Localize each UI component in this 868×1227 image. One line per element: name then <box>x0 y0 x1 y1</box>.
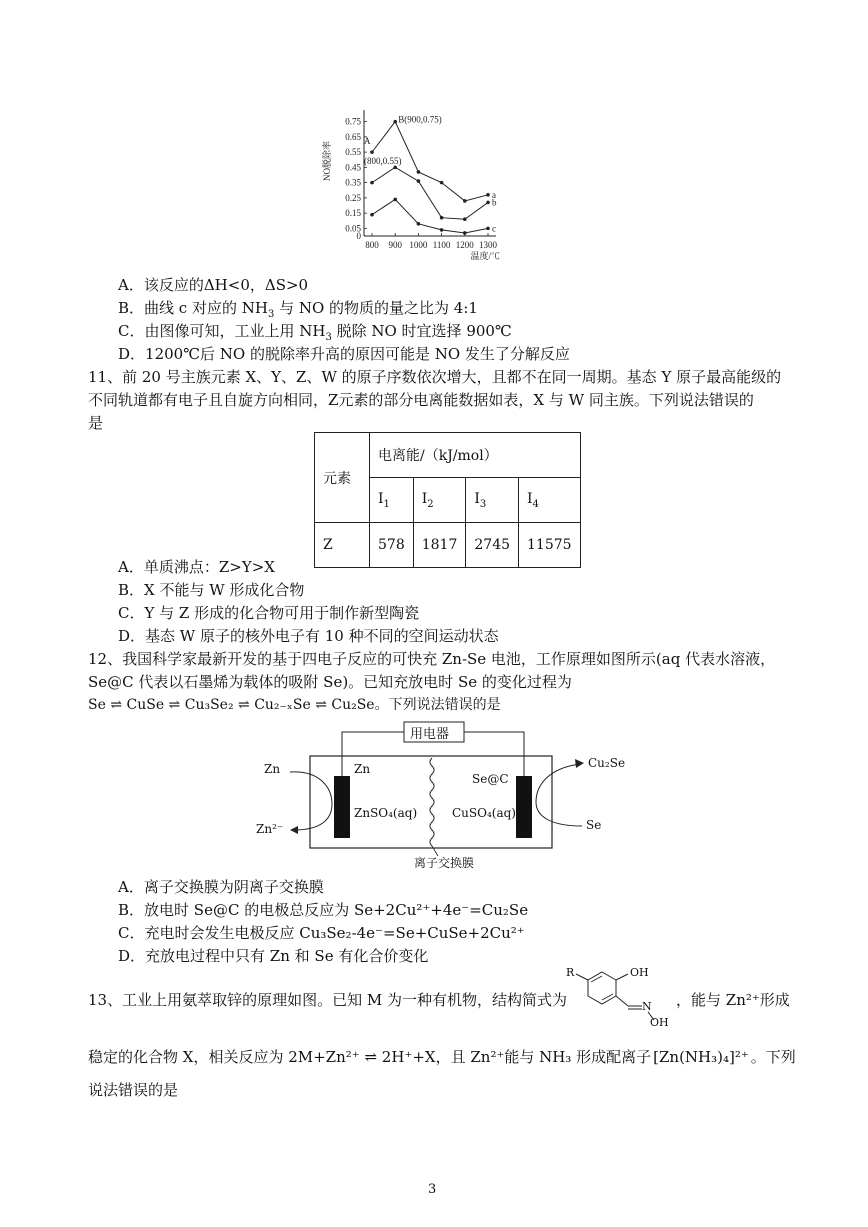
sec-electrode-label: Se@C <box>472 772 509 786</box>
data-point-c <box>486 227 490 231</box>
annotation-point-a-coord: (800,0.55) <box>364 156 402 167</box>
data-point-b <box>440 216 444 220</box>
data-point-b <box>370 181 374 185</box>
x-tick-label: 1200 <box>455 240 474 250</box>
x-tick-label: 1000 <box>409 240 428 250</box>
q11-option-b: B．X 不能与 W 形成化合物 <box>118 581 305 599</box>
q11-stem-line2: 不同轨道都有电子且自旋方向相同，Z元素的部分电离能数据如表，X 与 W 同主族。下列说法错误的 <box>88 391 754 409</box>
data-point-b <box>486 201 490 205</box>
table-row-label: Z <box>315 523 370 568</box>
data-point-c <box>393 198 397 202</box>
data-point-a <box>417 170 421 174</box>
x-tick-label: 800 <box>365 240 379 250</box>
znso4-label: ZnSO₄(aq) <box>354 806 418 820</box>
q11-option-d: D．基态 W 原子的核外电子有 10 种不同的空间运动状态 <box>118 627 499 645</box>
table-col-i2: $I_2$ <box>413 478 466 523</box>
data-point-a <box>486 193 490 197</box>
data-point-c <box>370 213 374 217</box>
table-header-ie: 电离能/（kJ/mol） <box>370 433 581 478</box>
y-tick-label: 0.75 <box>345 116 361 127</box>
load-label: 用电器 <box>410 727 450 742</box>
structure-m <box>562 966 672 1030</box>
data-point-c <box>417 222 421 226</box>
table-cell-v4: 11575 <box>519 523 581 568</box>
q12-option-b: B．放电时 Se@C 的电极总反应为 Se+2Cu²⁺+4e⁻=Cu₂Se <box>118 901 529 919</box>
annotation-point-a: A <box>364 136 371 147</box>
y-tick-label: 0.15 <box>345 208 361 219</box>
q13-stem-line2: 稳定的化合物 X，相关反应为 2M+Zn²⁺ ⇌ 2H⁺+X，且 Zn²⁺能与 NH₃ 形成配离子 [Zn(NH₃)₄]²⁺ 。下列 <box>88 1048 796 1066</box>
series-label-b: b <box>492 197 497 208</box>
q12-stem-line2: Se@C 代表以石墨烯为载体的吸附 Se)。已知充放电时 Se 的变化过程为 <box>88 673 572 691</box>
y-tick-label: 0.35 <box>345 177 361 188</box>
q12-stem-line3: Se ⇌ CuSe ⇌ Cu₃Se₂ ⇌ Cu₂₋ₓSe ⇌ Cu₂Se。下列说法错误的是 <box>88 697 501 713</box>
table-col-i4: $I_4$ <box>519 478 581 523</box>
q13-stem-line1a: 13、工业上用氨萃取锌的原理如图。已知 M 为一种有机物，结构简式为 <box>88 991 567 1009</box>
data-point-a <box>463 199 467 203</box>
table-col-i3: $I_3$ <box>466 478 519 523</box>
structure-oh2: OH <box>650 1016 669 1029</box>
data-point-b <box>417 179 421 183</box>
q10-option-c: C．由图像可知，工业上用 $NH_3$ 脱除 NO 时宜选择 900℃ <box>118 322 512 343</box>
se-label: Se <box>586 818 602 832</box>
zn-electrode-label: Zn <box>354 762 371 776</box>
series-line-b <box>372 167 488 219</box>
no-removal-chart <box>310 98 530 268</box>
series-label-a: a <box>492 189 496 200</box>
q12-option-c: C．充电时会发生电极反应 Cu₃Se₂-4e⁻=Se+CuSe+2Cu²⁺ <box>118 924 525 942</box>
y-axis-label: NO脱除率 <box>322 141 332 181</box>
ionization-energy-table <box>314 432 581 568</box>
q10-option-d: D．1200℃后 NO 的脱除率升高的原因可能是 NO 发生了分解反应 <box>118 345 570 363</box>
y-tick-label: 0.55 <box>345 147 361 158</box>
page-number: 3 <box>428 1182 437 1197</box>
data-point-a <box>440 181 444 185</box>
q11-option-c: C．Y 与 Z 形成的化合物可用于制作新型陶瓷 <box>118 604 420 622</box>
q11-stem-line3: 是 <box>88 414 104 432</box>
q12-option-a: A．离子交换膜为阴离子交换膜 <box>118 878 324 896</box>
data-point-c <box>440 228 444 232</box>
structure-oh: OH <box>630 966 649 979</box>
x-tick-label: 900 <box>388 240 402 250</box>
y-tick-label: 0.05 <box>345 223 361 234</box>
membrane-label: 离子交换膜 <box>414 856 475 870</box>
q13-stem-line1b: ，能与 Zn²⁺形成 <box>676 991 790 1009</box>
q12-stem-line1: 12、我国科学家最新开发的基于四电子反应的可快充 Zn-Se 电池，工作原理如图所示(aq 代表水溶液， <box>88 650 776 668</box>
data-point-a <box>393 120 397 124</box>
q12-option-d: D．充放电过程中只有 Zn 和 Se 有化合价变化 <box>118 947 429 965</box>
annotation-point-b: B(900,0.75) <box>398 114 442 125</box>
cuso4-label: CuSO₄(aq) <box>452 806 516 820</box>
data-point-a <box>370 150 374 154</box>
q10-option-b: B．曲线 c 对应的 $NH_3$ 与 NO 的物质的量之比为 4:1 <box>118 299 478 320</box>
data-point-b <box>463 217 467 221</box>
zinc-ammine-complex: [Zn(NH₃)₄]²⁺ <box>653 1048 749 1066</box>
se-conversion-chain: Se ⇌ CuSe ⇌ Cu₃Se₂ ⇌ Cu₂₋ₓSe ⇌ Cu₂Se <box>88 697 375 713</box>
q11-stem-line1: 11、前 20 号主族元素 X、Y、Z、W 的原子序数依次增大，且都不在同一周期。基态 Y 原子最高能级的 <box>88 368 782 386</box>
data-point-c <box>463 231 467 235</box>
zn2-output-label: Zn²⁻ <box>256 822 284 836</box>
y-tick-label: 0.25 <box>345 192 361 203</box>
table-header-element: 元素 <box>315 433 370 523</box>
series-label-c: c <box>492 223 496 234</box>
series-line-c <box>372 199 488 233</box>
x-tick-label: 1100 <box>432 240 451 250</box>
structure-r: R <box>566 966 575 979</box>
y-tick-label: 0 <box>356 231 361 241</box>
q13-stem-line3: 说法错误的是 <box>88 1081 179 1099</box>
table-cell-v3: 2745 <box>466 523 519 568</box>
structure-n: N <box>642 1000 652 1013</box>
q10-option-a: A．该反应的ΔH<0，ΔS>0 <box>118 276 309 294</box>
table-cell-v1: 578 <box>370 523 414 568</box>
cu2se-label: Cu₂Se <box>588 756 626 770</box>
q11-option-a: A．单质沸点：Z>Y>X <box>118 558 275 576</box>
x-tick-label: 1300 <box>479 240 497 250</box>
y-tick-label: 0.45 <box>345 162 361 173</box>
table-cell-v2: 1817 <box>413 523 466 568</box>
battery-diagram <box>250 718 630 868</box>
table-col-i1: $I_1$ <box>370 478 414 523</box>
zn-input-label: Zn <box>264 762 281 776</box>
y-tick-label: 0.65 <box>345 131 361 142</box>
x-axis-label: 温度/℃ <box>470 251 500 261</box>
